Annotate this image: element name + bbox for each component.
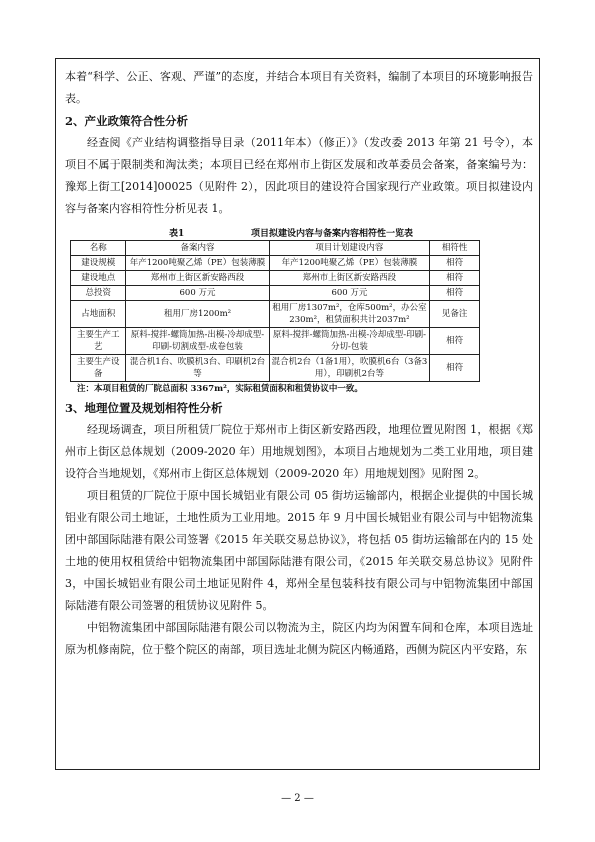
row-label: 总投资 [71,286,126,301]
table-row [71,256,480,271]
table-number: 表1 [169,229,185,239]
table-cell: 原料-搅拌-螺筒加热-出模-冷却成型-印刷-切割成型-成卷包装 [126,328,269,355]
lease-paragraph: 项目租赁的厂院位于原中国长城铝业有限公司 05 街坊运输部内，根据企业提供的中国长城铝业有限公司土地证，土地性质为工业用地。2015 年 9 月中国长城铝业有限公司与中铝物流集团中部国际陆港有限公司签署《2015 年关联交易总协议》，将包括 05 街坊运输部在内的 15 处土地的使用权租赁给中铝物流集团中部国际陆港有限公司，《2015 年关联交易总协议》见附件 3，中国长城铝业有限公司土地证见附件 4，郑州全星包装科技有限公司与中铝物流集团中部国际陆港有限公司签署的租赁协议见附件 5。 [65,489,533,612]
table-row [71,355,480,382]
table-header-row [71,241,480,256]
section-heading-industrial-policy: 2、产业政策符合性分析 [65,114,189,128]
policy-paragraph: 经查阅《产业结构调整指导目录（2011年本）（修正）》（发改委 2013 年第 21 号令），本项目不属于限制类和淘汰类；本项目已经在郑州市上街区发展和改革委员会备案，备案编号为：豫郑上街工[2014]00025（见附件 2），因此项目的建设符合国家现行产业政策。项目拟建设内容与备案内容相符性分析见表 1。 [65,136,533,215]
document-body [65,66,533,661]
row-label: 占地面积 [71,301,126,328]
header-cell: 备案内容 [126,241,269,256]
site-paragraph: 中铝物流集团中部国际陆港有限公司以物流为主，院区内均为闲置车间和仓库，本项目选址原为机修南院，位于整个院区的南部，项目选址北侧为院区内畅通路，西侧为院区内平安路，东 [65,621,533,656]
table-title: 项目拟建设内容与备案内容相符性一览表 [251,229,414,239]
table-row [71,286,480,301]
table-cell: 相符 [430,256,480,271]
table-cell: 租用厂房1307m²，仓库500m²，办公室230m²，租赁面积共计2037m² [269,301,430,328]
section-heading-location: 3、地理位置及规划相符性分析 [65,401,223,415]
table-cell: 年产1200吨聚乙烯（PE）包装薄膜 [269,256,430,271]
table-cell: 混合机1台、吹膜机3台、印刷机2台等 [126,355,269,382]
row-label: 建设地点 [71,271,126,286]
location-paragraph: 经现场调查，项目所租赁厂院位于郑州市上街区新安路西段，地理位置见附图 1，根据《郑州市上街区总体规划（2009-2020 年）用地规划图》，本项目占地规划为二类工业用地，项目建设符合当地规划，《郑州市上街区总体规划（2009-2020 年）用地规划图》见附图 2。 [65,423,533,480]
table-cell: 相符 [430,271,480,286]
table-cell: 见备注 [430,301,480,328]
row-label: 主要生产工艺 [71,328,126,355]
table-cell: 年产1200吨聚乙烯（PE）包装薄膜 [126,256,269,271]
header-cell: 相符性 [430,241,480,256]
compliance-table [70,240,480,382]
row-label: 主要生产设备 [71,355,126,382]
table-row [71,328,480,355]
table-row [71,271,480,286]
header-cell: 名称 [71,241,126,256]
table-row [71,301,480,328]
table-caption [65,226,533,238]
page-number: — 2 — [281,793,314,804]
table-note: 注：本项目租赁的厂院总面积 3367m²，实际租赁面积和租赁协议中一致。 [77,384,363,394]
table-cell: 600 万元 [126,286,269,301]
table-cell: 相符 [430,286,480,301]
row-label: 建设规模 [71,256,126,271]
intro-paragraph: 本着“科学、公正、客观、严谨”的态度，并结合本项目有关资料，编制了本项目的环境影响报告表。 [65,70,533,105]
table-cell: 郑州市上街区新安路西段 [269,271,430,286]
table-cell: 原料-搅拌-螺筒加热-出模-冷却成型-印刷-分切-包装 [269,328,430,355]
table-cell: 郑州市上街区新安路西段 [126,271,269,286]
table-cell: 租用厂房1200m² [126,301,269,328]
table-cell: 相符 [430,328,480,355]
table-cell: 相符 [430,355,480,382]
table-cell: 600 万元 [269,286,430,301]
header-cell: 项目计划建设内容 [269,241,430,256]
table-cell: 混合机2台（1备1用），吹膜机6台（3备3用），印刷机2台等 [269,355,430,382]
